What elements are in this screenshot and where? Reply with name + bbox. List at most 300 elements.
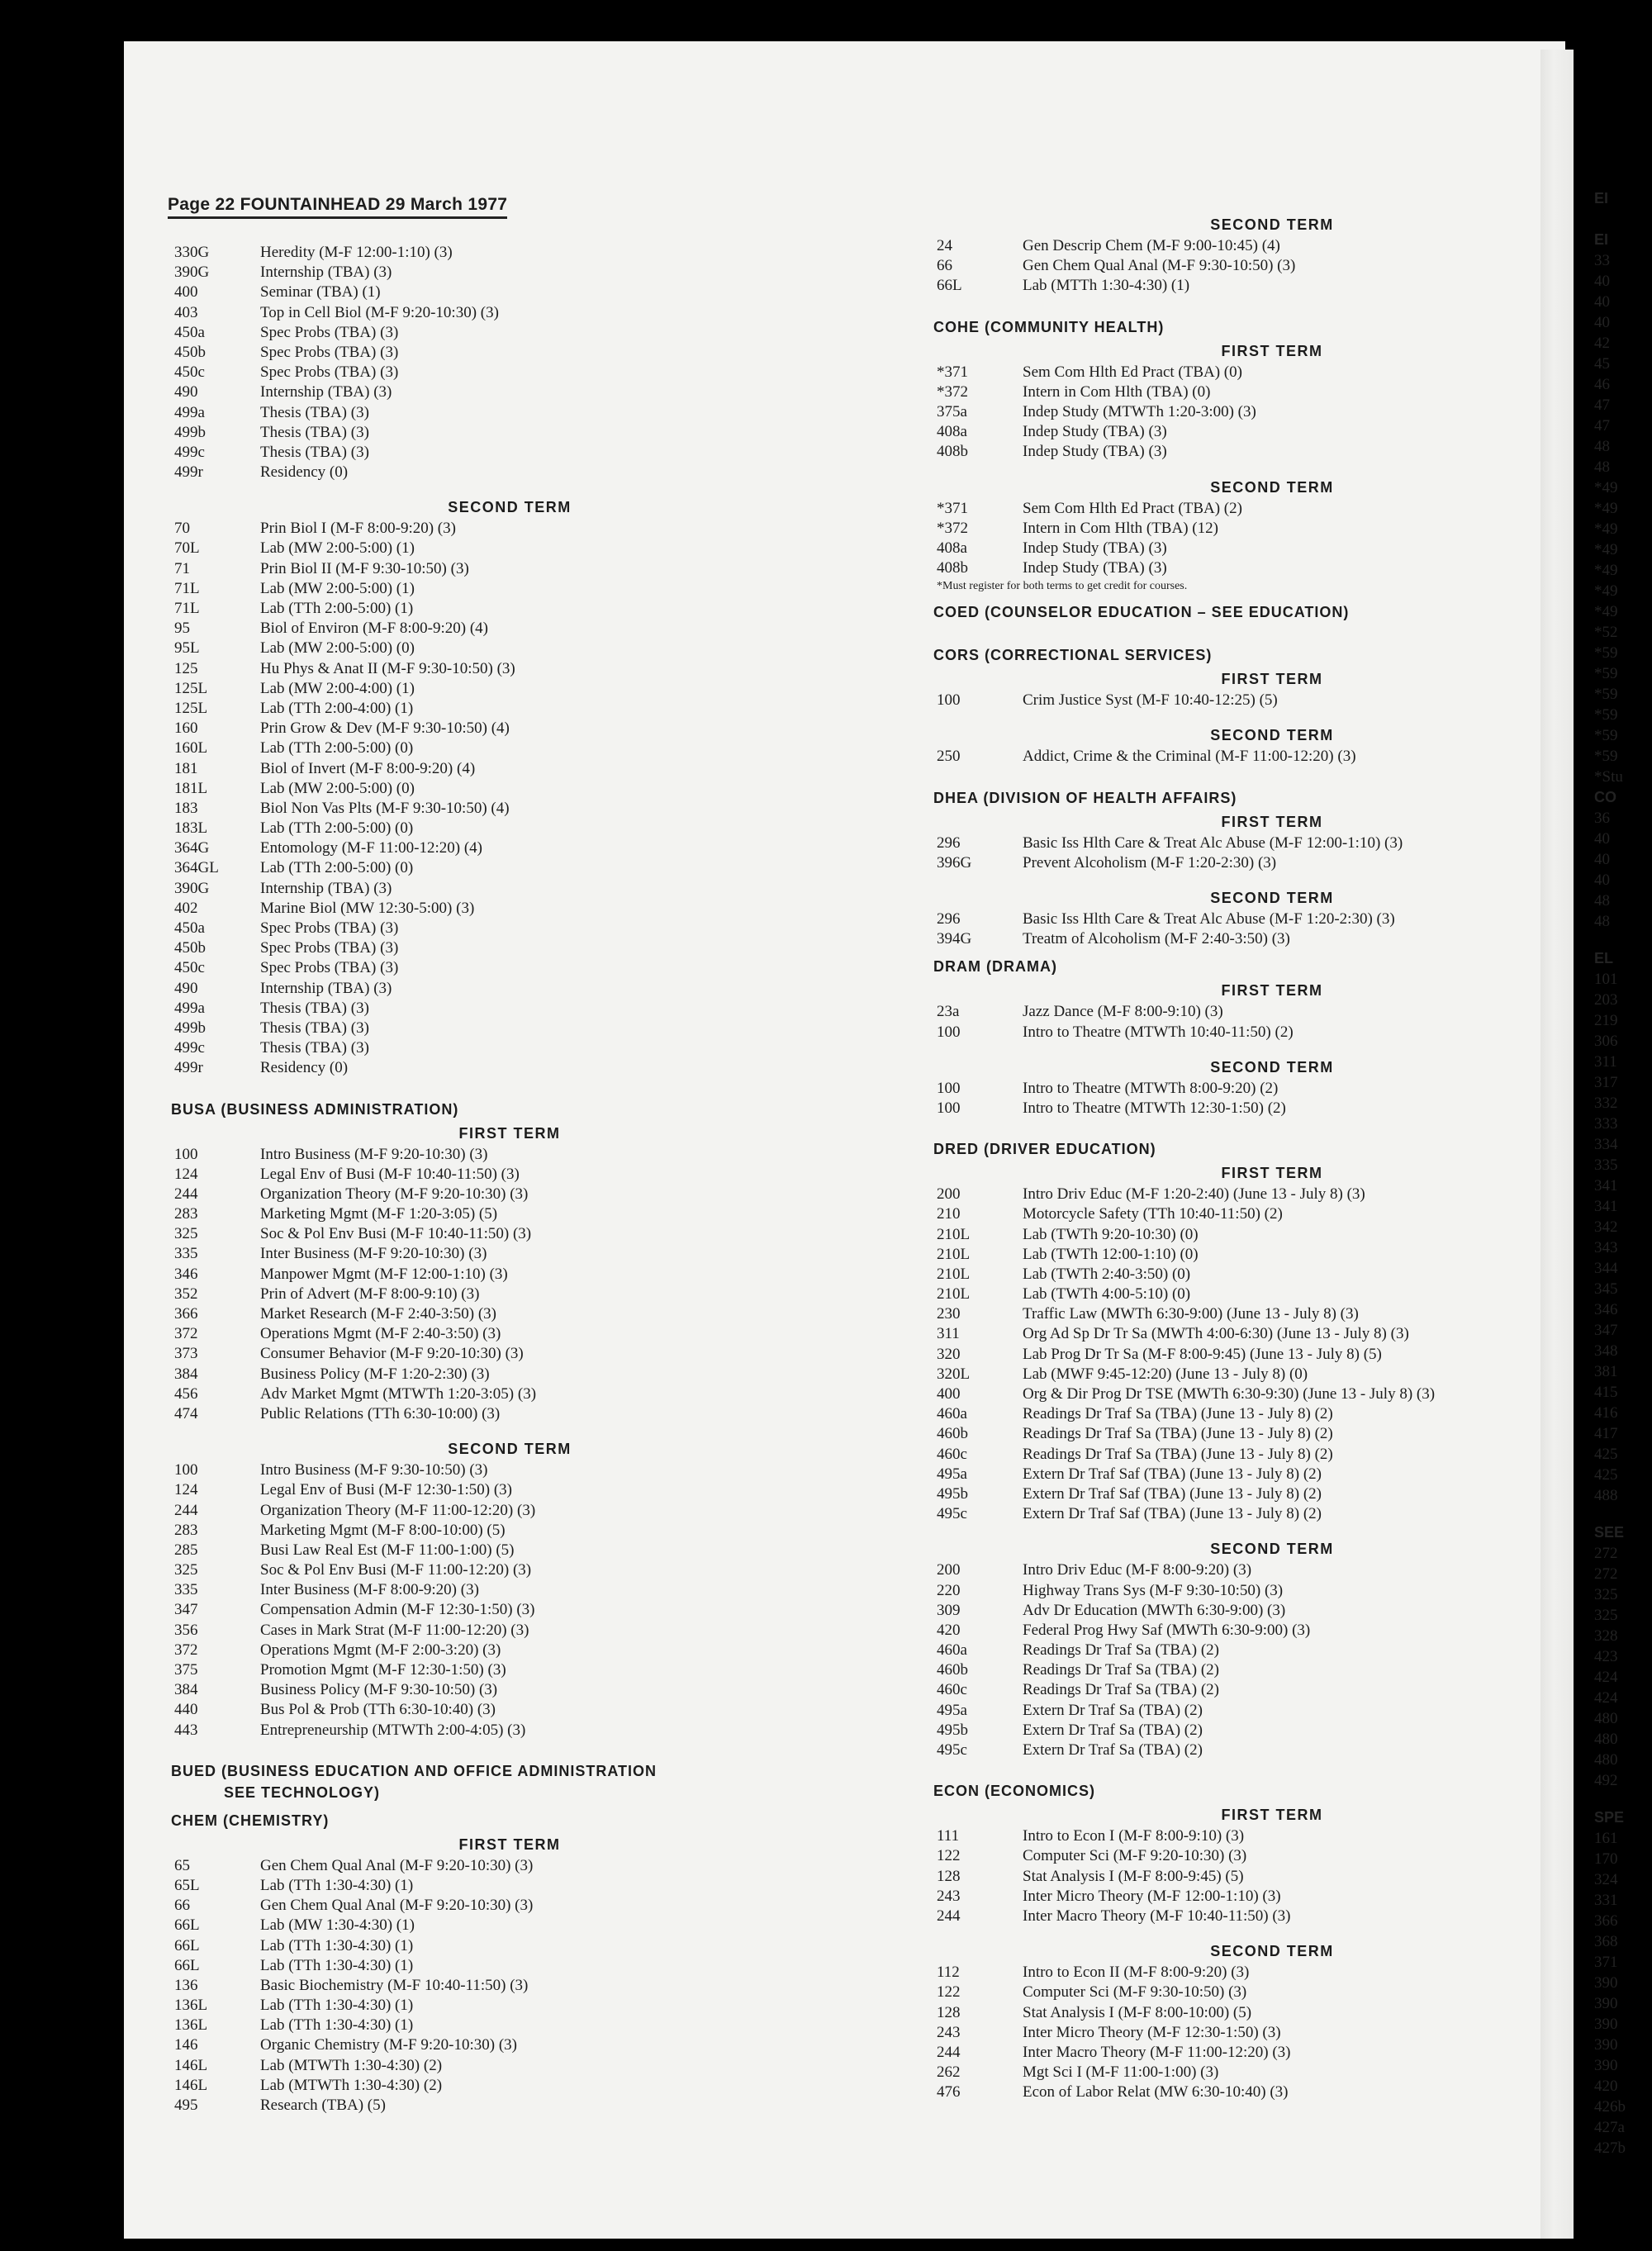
course-title: Extern Dr Traf Sa (TBA) (2): [1023, 1741, 1203, 1759]
course-row: [171, 579, 799, 599]
course-row: [933, 1983, 1561, 2002]
department-heading: COED (COUNSELOR EDUCATION – SEE EDUCATION): [933, 604, 1350, 621]
cropped-text-fragment: 390: [1594, 1995, 1618, 2012]
course-title: Intro Driv Educ (M-F 1:20-2:40) (June 13 - July 8) (3): [1023, 1185, 1365, 1204]
course-row: [171, 1038, 799, 1058]
term-heading: SECOND TERM: [1210, 1058, 1334, 1076]
cropped-text-fragment: *49: [1594, 603, 1618, 620]
course-number: 124: [174, 1165, 198, 1183]
course-title: Basic Iss Hlth Care & Treat Alc Abuse (M-F 12:00-1:10) (3): [1023, 833, 1403, 852]
course-number: 460a: [937, 1641, 967, 1660]
course-title: Lab (TTh 2:00-5:00) (0): [260, 819, 414, 838]
course-title: Stat Analysis I (M-F 8:00-9:45) (5): [1023, 1867, 1244, 1885]
department-heading: ECON (ECONOMICS): [933, 1783, 1095, 1800]
course-title: Gen Chem Qual Anal (M-F 9:20-10:30) (3): [260, 1856, 534, 1874]
spacer: [171, 1740, 799, 1754]
course-number: 325: [174, 1225, 198, 1243]
course-row: [933, 1660, 1561, 1680]
course-title: Internship (TBA) (3): [260, 979, 392, 997]
cropped-text-fragment: 342: [1594, 1218, 1618, 1236]
course-number: 384: [174, 1365, 198, 1383]
page-header: Page 22 FOUNTAINHEAD 29 March 1977: [168, 195, 507, 219]
cropped-text-fragment: EL: [1594, 950, 1614, 966]
course-number: 230: [937, 1305, 961, 1323]
cropped-text-fragment: 325: [1594, 1607, 1618, 1624]
course-number: 66: [174, 1897, 190, 1915]
course-title: Business Policy (M-F 9:30-10:50) (3): [260, 1681, 498, 1699]
cropped-text-fragment: 328: [1594, 1627, 1618, 1645]
course-title: Crim Justice Syst (M-F 10:40-12:25) (5): [1023, 691, 1278, 710]
course-title: Intro to Theatre (MTWTh 10:40-11:50) (2): [1023, 1023, 1294, 1041]
course-title: Lab (MW 2:00-4:00) (1): [260, 679, 415, 697]
course-title: Extern Dr Traf Sa (TBA) (2): [1023, 1721, 1203, 1739]
term-heading: FIRST TERM: [1221, 1807, 1323, 1824]
course-title: Extern Dr Traf Saf (TBA) (June 13 - July 8) (2): [1023, 1484, 1322, 1503]
spacer: [933, 710, 1561, 724]
course-number: 443: [174, 1721, 198, 1739]
course-number: 420: [937, 1621, 961, 1639]
course-number: 66L: [937, 277, 962, 295]
cropped-text-fragment: 47: [1594, 417, 1610, 435]
cropped-text-fragment: 42: [1594, 335, 1610, 352]
cropped-text-fragment: 40: [1594, 830, 1610, 848]
spacer: [171, 1079, 799, 1092]
course-title: Lab (TTh 1:30-4:30) (1): [260, 2016, 414, 2035]
course-row: [171, 1480, 799, 1500]
course-title: Lab (MW 2:00-5:00) (0): [260, 779, 415, 797]
course-row: [933, 1023, 1561, 1042]
course-row: [171, 1936, 799, 1956]
cropped-text-fragment: 345: [1594, 1280, 1618, 1298]
cropped-text-fragment: EI: [1594, 231, 1609, 248]
course-number: 499c: [174, 443, 205, 461]
course-number: 320L: [937, 1365, 971, 1383]
course-number: 347: [174, 1601, 198, 1619]
course-number: 128: [937, 1867, 961, 1885]
cropped-text-fragment: *59: [1594, 706, 1618, 724]
course-title: Inter Business (M-F 9:20-10:30) (3): [260, 1245, 487, 1263]
course-row: [171, 1244, 799, 1264]
cropped-text-fragment: 203: [1594, 991, 1618, 1009]
course-row: [933, 1079, 1561, 1099]
course-number: 450a: [174, 919, 205, 937]
term-heading: SECOND TERM: [448, 499, 572, 516]
course-row: [171, 363, 799, 382]
cropped-text-fragment: 219: [1594, 1012, 1618, 1029]
cropped-text-fragment: 423: [1594, 1648, 1618, 1665]
course-number: 146L: [174, 2056, 208, 2074]
course-row: [933, 402, 1561, 422]
course-title: Business Policy (M-F 1:20-2:30) (3): [260, 1365, 490, 1383]
course-number: 356: [174, 1621, 198, 1639]
course-number: 66L: [174, 1956, 200, 1974]
course-number: 456: [174, 1384, 198, 1403]
course-number: 335: [174, 1581, 198, 1599]
course-title: Organic Chemistry (M-F 9:20-10:30) (3): [260, 2036, 517, 2054]
course-row: [171, 599, 799, 619]
course-number: 136: [174, 1976, 198, 1994]
cropped-text-fragment: 45: [1594, 355, 1610, 373]
course-title: Readings Dr Traf Sa (TBA) (2): [1023, 1641, 1220, 1660]
course-row: [171, 519, 799, 539]
course-number: 460c: [937, 1445, 967, 1463]
term-heading: SECOND TERM: [1210, 1943, 1334, 1960]
course-row: [933, 1225, 1561, 1245]
cropped-text-fragment: 424: [1594, 1689, 1618, 1707]
cropped-text-fragment: *52: [1594, 624, 1618, 641]
course-number: 375a: [937, 402, 967, 420]
course-title: Stat Analysis I (M-F 8:00-10:00) (5): [1023, 2003, 1252, 2021]
course-title: Lab (TTh 2:00-5:00) (0): [260, 859, 414, 877]
course-number: 335: [174, 1245, 198, 1263]
course-title: Indep Study (TBA) (3): [1023, 423, 1167, 441]
course-row: [171, 263, 799, 283]
cropped-text-fragment: 341: [1594, 1198, 1618, 1215]
course-number: 372: [174, 1641, 198, 1659]
course-number: 100: [937, 691, 961, 710]
cropped-text-fragment: 331: [1594, 1892, 1618, 1909]
course-title: Readings Dr Traf Sa (TBA) (2): [1023, 1681, 1220, 1699]
course-row: [171, 1600, 799, 1620]
course-title: Spec Probs (TBA) (3): [260, 959, 399, 977]
course-row: [933, 499, 1561, 519]
spacer: [933, 1118, 1561, 1132]
course-row: [171, 1580, 799, 1600]
cropped-text-fragment: EI: [1594, 190, 1609, 207]
course-row: [171, 382, 799, 402]
course-number: 122: [937, 1983, 961, 2002]
course-number: 325: [174, 1561, 198, 1579]
course-number: 125L: [174, 679, 208, 697]
course-row: [933, 1867, 1561, 1887]
course-title: Internship (TBA) (3): [260, 879, 392, 897]
course-row: [171, 1384, 799, 1404]
course-row: [933, 909, 1561, 929]
course-row: [933, 1204, 1561, 1224]
course-title: Gen Descrip Chem (M-F 9:00-10:45) (4): [1023, 237, 1280, 254]
cropped-text-fragment: 335: [1594, 1156, 1618, 1174]
course-title: Extern Dr Traf Sa (TBA) (2): [1023, 1701, 1203, 1719]
course-number: 330G: [174, 244, 210, 261]
course-title: Lab (MWF 9:45-12:20) (June 13 - July 8) (0): [1023, 1365, 1308, 1383]
course-row: [171, 423, 799, 443]
department-heading: DRED (DRIVER EDUCATION): [933, 1141, 1156, 1158]
course-number: 400: [174, 283, 198, 302]
course-number: 112: [937, 1964, 960, 1982]
course-number: 450b: [174, 343, 206, 361]
course-number: 346: [174, 1265, 198, 1283]
course-number: 460a: [937, 1405, 967, 1423]
course-row: [171, 403, 799, 423]
course-row: [171, 1165, 799, 1185]
course-title: Intro to Econ II (M-F 8:00-9:20) (3): [1023, 1964, 1250, 1982]
course-number: 396G: [937, 853, 972, 871]
course-number: 100: [174, 1461, 198, 1479]
course-title: Lab (TWTh 12:00-1:10) (0): [1023, 1245, 1199, 1263]
course-row: [171, 1956, 799, 1976]
course-title: Lab (TWTh 2:40-3:50) (0): [1023, 1265, 1191, 1283]
cropped-text-fragment: 371: [1594, 1954, 1618, 1971]
course-row: [933, 1404, 1561, 1424]
cropped-text-fragment: 170: [1594, 1850, 1618, 1868]
department-heading: CHEM (CHEMISTRY): [171, 1812, 330, 1829]
course-title: Jazz Dance (M-F 8:00-9:10) (3): [1023, 1003, 1223, 1021]
course-row: [171, 659, 799, 679]
course-number: 296: [937, 910, 961, 928]
course-number: 181: [174, 759, 198, 777]
course-title: Readings Dr Traf Sa (TBA) (June 13 - July 8) (2): [1023, 1425, 1333, 1443]
course-number: 450c: [174, 363, 205, 382]
cropped-text-fragment: 425: [1594, 1466, 1618, 1484]
course-number: 495: [174, 2097, 198, 2114]
course-number: *372: [937, 519, 968, 537]
course-row: [171, 738, 799, 758]
cropped-text-fragment: 417: [1594, 1425, 1618, 1442]
course-number: 65: [174, 1856, 190, 1874]
course-row: [171, 1285, 799, 1304]
course-row: [171, 303, 799, 323]
course-number: 262: [937, 2063, 961, 2082]
course-row: [933, 2082, 1561, 2102]
course-row: [171, 799, 799, 819]
course-row: [171, 1521, 799, 1541]
cropped-text-fragment: CO: [1594, 789, 1616, 805]
cropped-text-fragment: 161: [1594, 1830, 1618, 1847]
course-row: [933, 1245, 1561, 1265]
course-number: 210L: [937, 1265, 971, 1283]
course-number: 125: [174, 659, 198, 677]
course-row: [171, 699, 799, 719]
course-number: 200: [937, 1561, 961, 1579]
course-number: 181L: [174, 779, 208, 797]
course-title: Lab (TTh 2:00-5:00) (1): [260, 600, 414, 617]
course-title: Org Ad Sp Dr Tr Sa (MWTh 4:00-6:30) (June 13 - July 8) (3): [1023, 1325, 1409, 1343]
course-title: Readings Dr Traf Sa (TBA) (June 13 - July 8) (2): [1023, 1445, 1333, 1463]
course-number: 200: [937, 1185, 961, 1204]
department-heading: DRAM (DRAMA): [933, 958, 1057, 976]
course-row: [171, 1365, 799, 1384]
cropped-text-fragment: *49: [1594, 520, 1618, 538]
course-title: Consumer Behavior (M-F 9:20-10:30) (3): [260, 1345, 524, 1363]
department-heading-continued: SEE TECHNOLOGY): [224, 1783, 381, 1801]
course-title: Sem Com Hlth Ed Pract (TBA) (2): [1023, 499, 1242, 517]
course-title: Lab (TTh 1:30-4:30) (1): [260, 1936, 414, 1954]
cropped-text-fragment: 311: [1594, 1053, 1617, 1071]
course-number: 408b: [937, 559, 968, 577]
cropped-text-fragment: 346: [1594, 1301, 1618, 1318]
cropped-text-fragment: 415: [1594, 1384, 1618, 1401]
course-number: 460b: [937, 1425, 968, 1443]
course-row: [933, 1963, 1561, 1983]
course-row: [171, 719, 799, 738]
cropped-text-fragment: 480: [1594, 1710, 1618, 1727]
course-row: [171, 919, 799, 938]
course-row: [933, 1846, 1561, 1866]
course-row: [171, 1404, 799, 1424]
course-number: 128: [937, 2003, 961, 2021]
course-row: [171, 838, 799, 858]
course-number: 460c: [937, 1681, 967, 1699]
course-number: 400: [937, 1385, 961, 1403]
course-title: Addict, Crime & the Criminal (M-F 11:00-12:20) (3): [1023, 748, 1356, 766]
course-row: [171, 779, 799, 799]
course-number: 136L: [174, 2016, 208, 2035]
cropped-text-fragment: 333: [1594, 1115, 1618, 1133]
department-heading: DHEA (DIVISION OF HEALTH AFFAIRS): [933, 789, 1237, 806]
spacer: [933, 767, 1561, 781]
cropped-text-fragment: 33: [1594, 252, 1610, 269]
course-row: [171, 759, 799, 779]
cropped-text-fragment: *49: [1594, 582, 1618, 600]
course-row: [933, 236, 1561, 256]
course-title: Lab (MW 2:00-5:00) (0): [260, 639, 415, 658]
course-row: [171, 2076, 799, 2096]
course-title: Compensation Admin (M-F 12:30-1:50) (3): [260, 1601, 535, 1619]
course-title: Indep Study (TBA) (3): [1023, 443, 1167, 461]
cropped-text-fragment: 390: [1594, 2057, 1618, 2074]
course-title: Promotion Mgmt (M-F 12:30-1:50) (3): [260, 1661, 506, 1679]
term-heading: FIRST TERM: [458, 1124, 561, 1142]
course-number: 100: [937, 1099, 961, 1117]
course-number: 394G: [937, 930, 972, 948]
course-row: [171, 958, 799, 978]
cropped-text-fragment: 366: [1594, 1912, 1618, 1930]
course-number: 450b: [174, 939, 206, 957]
course-row: [171, 1460, 799, 1480]
cropped-text-fragment: 390: [1594, 2036, 1618, 2054]
course-row: [171, 639, 799, 658]
course-title: Intro to Theatre (MTWTh 8:00-9:20) (2): [1023, 1079, 1279, 1097]
course-title: Traffic Law (MWTh 6:30-9:00) (June 13 - July 8) (3): [1023, 1305, 1359, 1323]
department-heading: COHE (COMMUNITY HEALTH): [933, 318, 1165, 335]
course-row: [171, 443, 799, 463]
cropped-text-fragment: 324: [1594, 1871, 1618, 1888]
course-title: Thesis (TBA) (3): [260, 443, 369, 461]
course-row: [171, 1621, 799, 1641]
course-title: Spec Probs (TBA) (3): [260, 919, 399, 937]
course-title: Treatm of Alcoholism (M-F 2:40-3:50) (3): [1023, 930, 1290, 948]
course-row: [171, 879, 799, 899]
cropped-text-fragment: 424: [1594, 1669, 1618, 1686]
cropped-text-fragment: 36: [1594, 810, 1610, 827]
course-number: 309: [937, 1601, 961, 1619]
course-row: [171, 679, 799, 699]
course-row: [933, 833, 1561, 853]
course-title: Lab (MTWTh 1:30-4:30) (2): [260, 2056, 443, 2074]
course-number: 408a: [937, 423, 967, 441]
cropped-text-fragment: 368: [1594, 1933, 1618, 1950]
course-number: 183L: [174, 819, 208, 838]
course-row: [933, 558, 1561, 578]
course-number: 100: [174, 1145, 198, 1163]
course-title: Lab (TWTh 4:00-5:10) (0): [1023, 1285, 1191, 1304]
cropped-text-fragment: 334: [1594, 1136, 1618, 1153]
course-row: [171, 1501, 799, 1521]
course-title: Lab (MW 2:00-5:00) (1): [260, 539, 415, 558]
right-column: [933, 213, 1561, 2102]
course-number: 146L: [174, 2076, 208, 2094]
course-title: Intern in Com Hlth (TBA) (0): [1023, 382, 1211, 401]
course-title: Marketing Mgmt (M-F 8:00-10:00) (5): [260, 1521, 506, 1539]
term-heading: FIRST TERM: [1221, 982, 1323, 1000]
course-title: Biol Non Vas Plts (M-F 9:30-10:50) (4): [260, 799, 510, 817]
course-number: 450c: [174, 959, 205, 977]
course-row: [171, 1560, 799, 1580]
course-title: Top in Cell Biol (M-F 9:20-10:30) (3): [260, 303, 499, 321]
course-title: Lab (MW 2:00-5:00) (1): [260, 579, 415, 597]
course-number: 100: [937, 1079, 961, 1097]
course-number: 408a: [937, 539, 967, 557]
course-row: [171, 1185, 799, 1204]
course-title: Organization Theory (M-F 9:20-10:30) (3): [260, 1185, 529, 1203]
course-title: Cases in Mark Strat (M-F 11:00-12:20) (3): [260, 1621, 529, 1639]
course-title: Spec Probs (TBA) (3): [260, 939, 399, 957]
course-title: Prin Biol I (M-F 8:00-9:20) (3): [260, 520, 456, 538]
course-row: [171, 1680, 799, 1700]
course-title: Thesis (TBA) (3): [260, 403, 369, 421]
cropped-text-fragment: 40: [1594, 871, 1610, 889]
course-title: Intro to Econ I (M-F 8:00-9:10) (3): [1023, 1827, 1245, 1845]
cropped-text-fragment: 48: [1594, 913, 1610, 930]
course-title: Residency (0): [260, 463, 349, 482]
course-row: [933, 1185, 1561, 1204]
course-row: [171, 283, 799, 302]
course-title: Lab (MTWTh 1:30-4:30) (2): [260, 2076, 443, 2094]
cropped-text-fragment: 40: [1594, 851, 1610, 868]
course-number: 384: [174, 1681, 198, 1699]
course-number: 495c: [937, 1741, 967, 1759]
course-number: 70L: [174, 539, 200, 558]
course-number: 283: [174, 1521, 198, 1539]
cropped-text-fragment: 325: [1594, 1586, 1618, 1603]
course-row: [171, 2056, 799, 2076]
course-row: [171, 559, 799, 579]
course-number: 244: [174, 1185, 198, 1203]
course-number: 495b: [937, 1721, 968, 1739]
course-number: 243: [937, 2023, 961, 2041]
course-row: [171, 1916, 799, 1935]
course-title: Legal Env of Busi (M-F 10:40-11:50) (3): [260, 1165, 520, 1183]
course-row: [933, 1424, 1561, 1444]
term-heading: FIRST TERM: [1221, 1165, 1323, 1182]
course-number: 476: [937, 2083, 961, 2101]
course-title: Prevent Alcoholism (M-F 1:20-2:30) (3): [1023, 853, 1277, 871]
course-row: [933, 1504, 1561, 1524]
course-number: 71L: [174, 600, 200, 617]
course-number: 474: [174, 1404, 198, 1422]
course-title: Entomology (M-F 11:00-12:20) (4): [260, 839, 482, 857]
course-number: 320: [937, 1345, 961, 1363]
term-heading: SECOND TERM: [1210, 890, 1334, 906]
course-title: Thesis (TBA) (3): [260, 1039, 369, 1057]
course-number: 66: [937, 257, 952, 275]
cropped-text-fragment: 390: [1594, 2016, 1618, 2033]
course-title: Gen Chem Qual Anal (M-F 9:20-10:30) (3): [260, 1897, 534, 1915]
course-number: *371: [937, 363, 968, 381]
course-number: 364GL: [174, 859, 219, 877]
course-number: 499b: [174, 423, 206, 441]
course-title: Readings Dr Traf Sa (TBA) (2): [1023, 1661, 1220, 1679]
course-title: Lab (TTh 2:00-5:00) (0): [260, 739, 414, 757]
cropped-text-fragment: 426b: [1594, 2098, 1626, 2116]
course-number: 450a: [174, 323, 205, 341]
cropped-text-fragment: 40: [1594, 293, 1610, 311]
course-title: Bus Pol & Prob (TTh 6:30-10:40) (3): [260, 1701, 496, 1719]
course-row: [171, 999, 799, 1019]
course-row: [933, 422, 1561, 442]
cropped-text-fragment: 480: [1594, 1751, 1618, 1769]
cropped-text-fragment: SEE: [1594, 1524, 1625, 1541]
